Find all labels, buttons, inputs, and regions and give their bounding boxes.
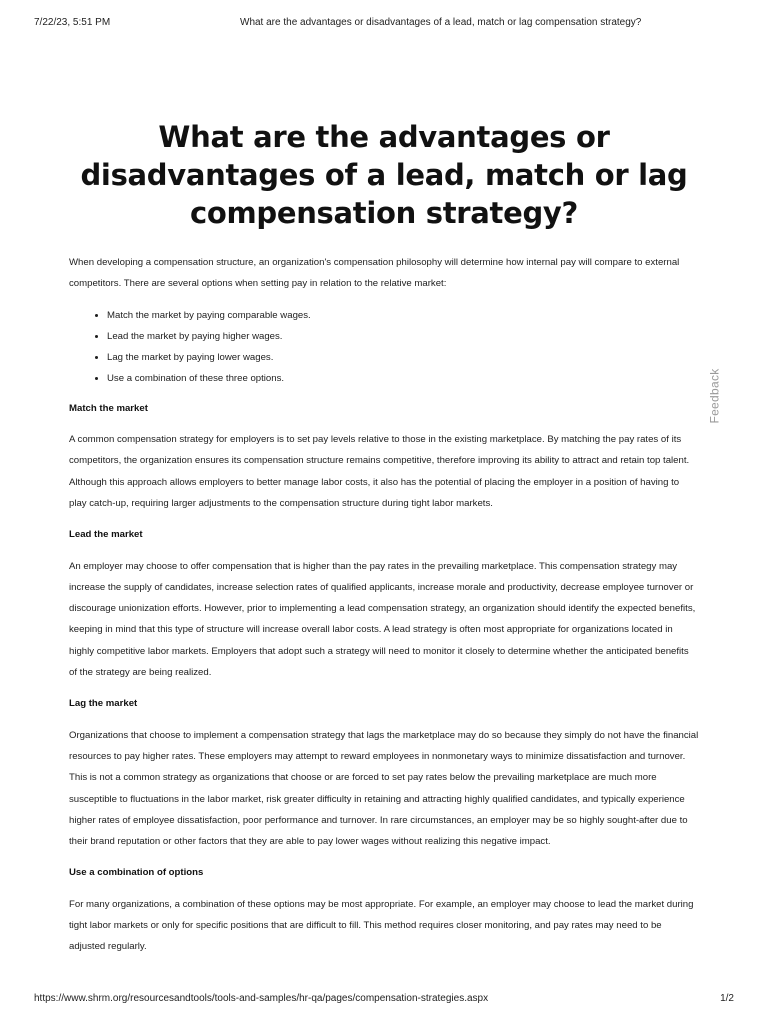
print-header — [34, 17, 734, 31]
intro-paragraph: When developing a compensation structure, an organization's compensation philosophy will determine how internal pay will compare to external competitors. There are several options when setting pay in relation to the relative market: — [69, 257, 680, 290]
section-heading-lag: Lag the market — [69, 698, 138, 710]
page-url: https://www.shrm.org/resourcesandtools/tools-and-samples/hr-qa/pages/compensation-strategies.aspx — [34, 993, 489, 1004]
section-body-lead: An employer may choose to offer compensation that is higher than the pay rates in the prevailing marketplace. This compensation strategy may increase the supply of candidates, increase selection rates of qualified applicants, increase morale and productivity, decrease employee turnover or discourage unionization efforts. However, prior to implementing a lead compensation strategy, an organization should identify the expected benefits, keeping in mind that this type of structure will increase overall labor costs. A lead strategy is often most appropriate for organizations located in highly competitive labor markets. Employers that adopt such a strategy will need to monitor it closely to determine whether the anticipated benefits of the strategy are being realized. — [69, 560, 696, 679]
section-body-match: A common compensation strategy for employers is to set pay levels relative to those in the existing marketplace. By matching the pay rates of its competitors, the organization ensures its compensation structure remains competitive, therefore improving its ability to attract and retain top talent. Although this approach allows employers to better manage labor costs, it also has the potential of placing the employer in a position of having to play catch-up, requiring larger adjustments to the compensation structure during tight labor markets. — [69, 434, 690, 509]
page-number: 1/2 — [720, 993, 734, 1004]
print-header-title: What are the advantages or disadvantages of a lead, match or lag compensation strategy? — [240, 17, 642, 28]
list-item: • Lead the market by paying higher wages. — [107, 326, 699, 347]
section-heading-lead: Lead the market — [69, 529, 143, 541]
section-heading-combination: Use a combination of options — [69, 867, 204, 879]
feedback-label: Feedback — [708, 368, 723, 424]
list-item: • Match the market by paying comparable wages. — [107, 305, 699, 326]
feedback-tab[interactable] — [704, 366, 726, 426]
page-title: What are the advantages or disadvantages of a lead, match or lag compensation strategy? — [80, 120, 688, 230]
article-body — [69, 252, 699, 968]
list-item: • Lag the market by paying lower wages. — [107, 347, 699, 368]
options-list — [69, 305, 699, 390]
section-body-lag: Organizations that choose to implement a compensation strategy that lags the marketplace may do so because they simply do not have the financial resources to pay higher rates. These employers may attempt to reward employees in nonmonetary ways to minimize dissatisfaction and turnover. This is not a common strategy as organizations that choose or are forced to set pay rates below the prevailing marketplace are much more susceptible to fluctuations in the labor market, risk greater difficulty in retaining and attracting highly qualified candidates, and typically experience higher rates of employee dissatisfaction, poor performance and turnover. In rare circumstances, an employer may be so highly sought-after due to their brand reputation or other factors that they are able to pay lower wages without realizing this negative impact. — [69, 729, 699, 848]
print-footer — [34, 993, 734, 1007]
list-item: • Use a combination of these three options. — [107, 368, 699, 389]
section-body-combination: For many organizations, a combination of these options may be most appropriate. For example, an employer may choose to lead the market during tight labor markets or only for specific positions that are difficult to fill. This method requires closer monitoring, and pay rates may need to be adjusted regularly. — [69, 898, 694, 953]
section-heading-match: Match the market — [69, 402, 148, 414]
print-datetime: 7/22/23, 5:51 PM — [34, 17, 111, 28]
